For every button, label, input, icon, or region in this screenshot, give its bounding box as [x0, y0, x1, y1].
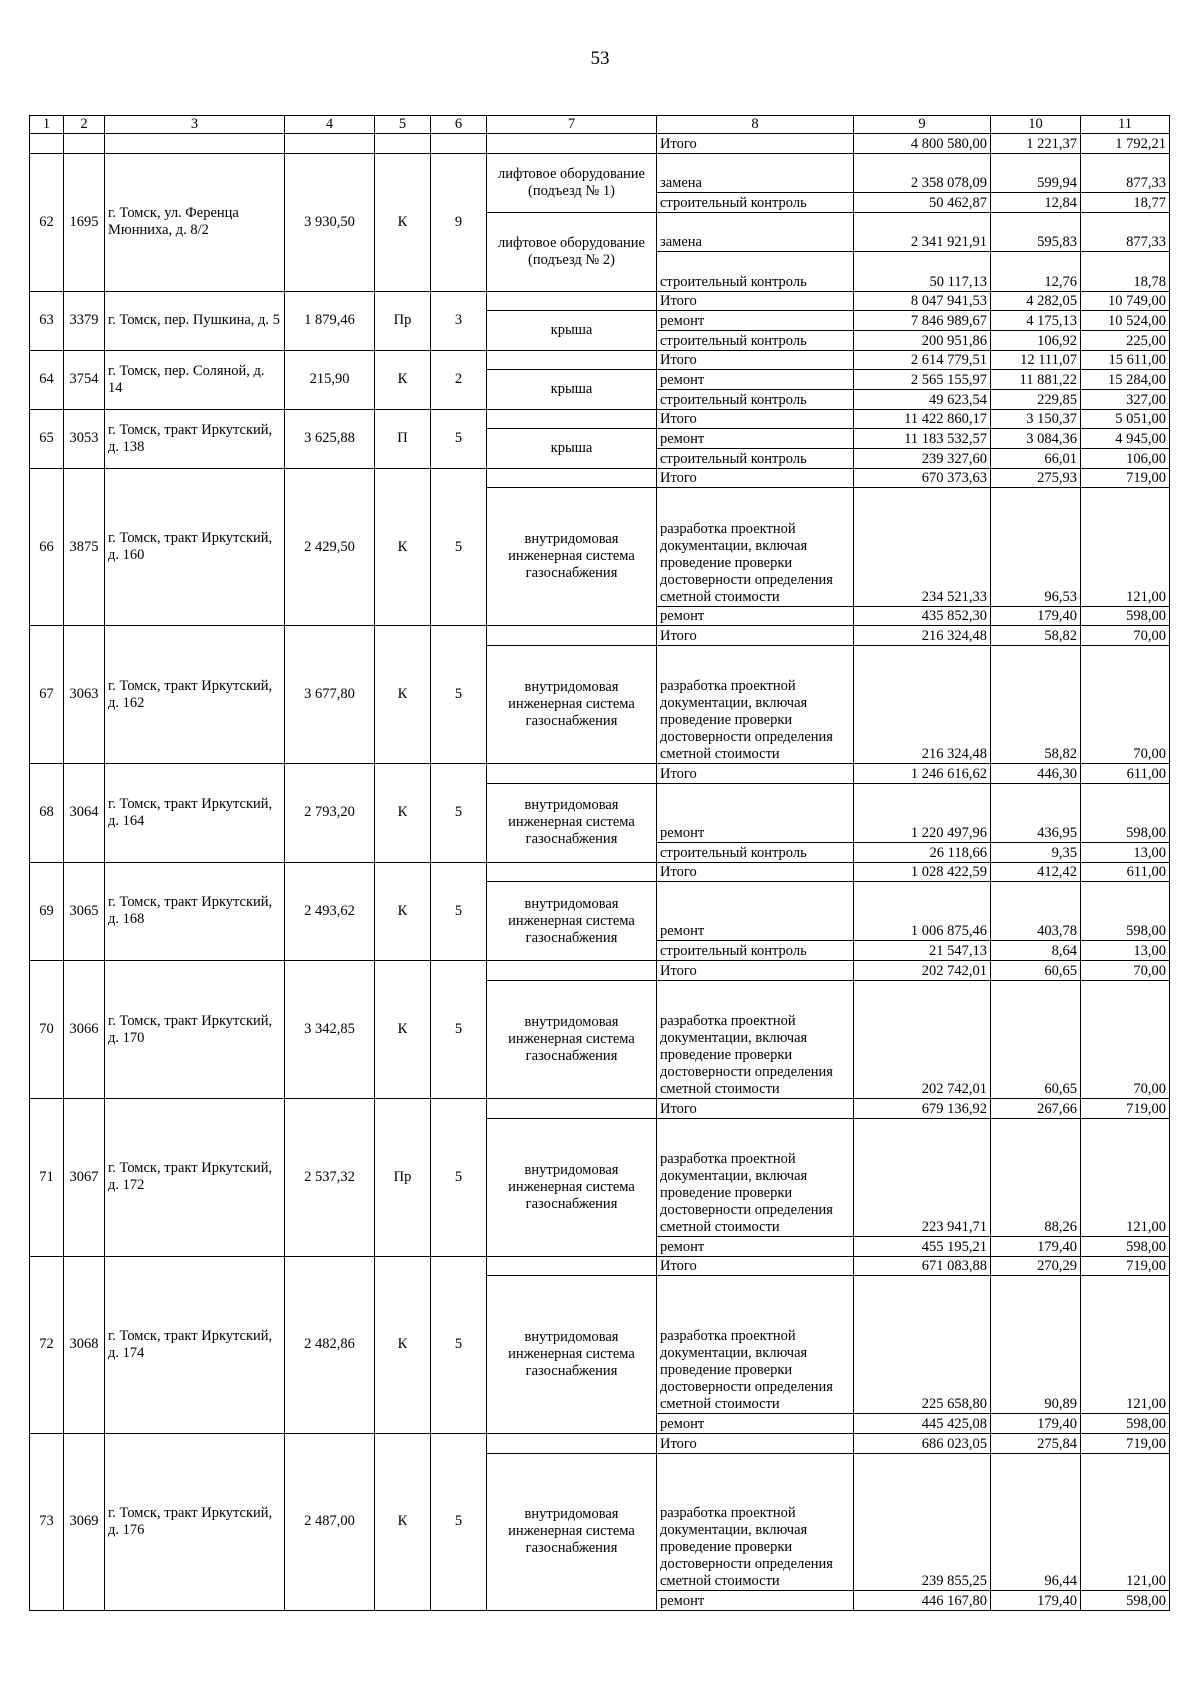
house-id-cell: 3065 [64, 862, 105, 960]
unit-cost-cell: 275,93 [991, 468, 1081, 488]
work-type-cell: ремонт [657, 429, 854, 449]
column-header: 10 [991, 116, 1081, 134]
building-element-cell: внутридомовая инженерная система газоснабжения [487, 783, 657, 862]
unit-cost-cell: 229,85 [991, 389, 1081, 409]
floors-cell: 5 [431, 409, 487, 468]
work-type-cell: ремонт [657, 1591, 854, 1611]
column-header: 8 [657, 116, 854, 134]
house-id-cell: 3063 [64, 626, 105, 764]
limit-cost-cell: 1 792,21 [1081, 134, 1170, 154]
wall-material-cell: К [375, 764, 431, 862]
building-element-cell: крыша [487, 429, 657, 468]
work-type-cell: строительный контроль [657, 449, 854, 469]
floors-cell: 9 [431, 153, 487, 291]
table-row [30, 468, 1170, 488]
wall-material-cell: Пр [375, 1098, 431, 1256]
unit-cost-cell: 9,35 [991, 842, 1081, 862]
limit-cost-cell: 719,00 [1081, 1433, 1170, 1453]
unit-cost-cell: 58,82 [991, 626, 1081, 646]
area-cell: 3 930,50 [285, 153, 375, 291]
work-type-cell: ремонт [657, 311, 854, 331]
empty-cell [487, 1256, 657, 1276]
cost-cell: 1 246 616,62 [854, 764, 991, 784]
house-id-cell: 3379 [64, 291, 105, 350]
unit-cost-cell: 179,40 [991, 1236, 1081, 1256]
row-number-cell: 70 [30, 961, 64, 1099]
empty-cell [64, 134, 105, 154]
table-row [30, 291, 1170, 311]
limit-cost-cell: 598,00 [1081, 1414, 1170, 1434]
cost-cell: 455 195,21 [854, 1236, 991, 1256]
house-id-cell: 3066 [64, 961, 105, 1099]
area-cell: 1 879,46 [285, 291, 375, 350]
unit-cost-cell: 446,30 [991, 764, 1081, 784]
wall-material-cell: К [375, 961, 431, 1099]
address-cell: г. Томск, тракт Иркутский, д. 138 [105, 409, 285, 468]
column-header: 3 [105, 116, 285, 134]
address-cell: г. Томск, пер. Пушкина, д. 5 [105, 291, 285, 350]
area-cell: 2 487,00 [285, 1433, 375, 1610]
address-cell: г. Томск, пер. Соляной, д. 14 [105, 350, 285, 409]
unit-cost-cell: 436,95 [991, 783, 1081, 842]
limit-cost-cell: 598,00 [1081, 1591, 1170, 1611]
work-type-cell: разработка проектной документации, включая проведение проверки достоверности определения сметной стоимости [657, 645, 854, 763]
work-type-cell: Итого [657, 764, 854, 784]
building-element-cell: внутридомовая инженерная система газоснабжения [487, 1118, 657, 1256]
unit-cost-cell: 595,83 [991, 212, 1081, 251]
cost-cell: 445 425,08 [854, 1414, 991, 1434]
limit-cost-cell: 719,00 [1081, 1098, 1170, 1118]
empty-cell [487, 626, 657, 646]
floors-cell: 5 [431, 862, 487, 960]
wall-material-cell: К [375, 1433, 431, 1610]
unit-cost-cell: 3 084,36 [991, 429, 1081, 449]
repair-table [29, 115, 1170, 1611]
cost-cell: 4 800 580,00 [854, 134, 991, 154]
house-id-cell: 3064 [64, 764, 105, 862]
floors-cell: 5 [431, 1433, 487, 1610]
work-type-cell: строительный контроль [657, 252, 854, 291]
row-number-cell: 66 [30, 468, 64, 626]
house-id-cell: 3069 [64, 1433, 105, 1610]
cost-cell: 11 183 532,57 [854, 429, 991, 449]
cost-cell: 435 852,30 [854, 606, 991, 626]
building-element-cell: внутридомовая инженерная система газоснабжения [487, 488, 657, 626]
house-id-cell: 3754 [64, 350, 105, 409]
table-row [30, 1256, 1170, 1276]
cost-cell: 50 462,87 [854, 193, 991, 213]
empty-cell [487, 291, 657, 311]
row-number-cell: 65 [30, 409, 64, 468]
wall-material-cell: П [375, 409, 431, 468]
work-type-cell: разработка проектной документации, включая проведение проверки достоверности определения сметной стоимости [657, 1276, 854, 1414]
cost-cell: 202 742,01 [854, 961, 991, 981]
unit-cost-cell: 267,66 [991, 1098, 1081, 1118]
house-id-cell: 3068 [64, 1256, 105, 1433]
unit-cost-cell: 58,82 [991, 645, 1081, 763]
area-cell: 2 482,86 [285, 1256, 375, 1433]
table-row [30, 961, 1170, 981]
limit-cost-cell: 327,00 [1081, 389, 1170, 409]
table-row [30, 350, 1170, 370]
empty-cell [487, 350, 657, 370]
building-element-cell: крыша [487, 311, 657, 350]
column-header: 5 [375, 116, 431, 134]
cost-cell: 21 547,13 [854, 941, 991, 961]
wall-material-cell: К [375, 1256, 431, 1433]
area-cell: 2 793,20 [285, 764, 375, 862]
row-number-cell: 69 [30, 862, 64, 960]
empty-cell [487, 862, 657, 882]
unit-cost-cell: 66,01 [991, 449, 1081, 469]
cost-cell: 2 565 155,97 [854, 370, 991, 390]
unit-cost-cell: 12 111,07 [991, 350, 1081, 370]
unit-cost-cell: 403,78 [991, 882, 1081, 941]
column-header: 2 [64, 116, 105, 134]
work-type-cell: ремонт [657, 783, 854, 842]
unit-cost-cell: 412,42 [991, 862, 1081, 882]
unit-cost-cell: 1 221,37 [991, 134, 1081, 154]
row-number-cell: 64 [30, 350, 64, 409]
cost-cell: 234 521,33 [854, 488, 991, 606]
area-cell: 3 625,88 [285, 409, 375, 468]
unit-cost-cell: 11 881,22 [991, 370, 1081, 390]
work-type-cell: разработка проектной документации, включая проведение проверки достоверности определения сметной стоимости [657, 1453, 854, 1591]
limit-cost-cell: 15 611,00 [1081, 350, 1170, 370]
cost-cell: 1 006 875,46 [854, 882, 991, 941]
building-element-cell: внутридомовая инженерная система газоснабжения [487, 882, 657, 961]
work-type-cell: замена [657, 212, 854, 251]
unit-cost-cell: 8,64 [991, 941, 1081, 961]
cost-cell: 50 117,13 [854, 252, 991, 291]
work-type-cell: Итого [657, 409, 854, 429]
building-element-cell: внутридомовая инженерная система газоснабжения [487, 645, 657, 763]
cost-cell: 446 167,80 [854, 1591, 991, 1611]
unit-cost-cell: 60,65 [991, 961, 1081, 981]
empty-cell [375, 134, 431, 154]
unit-cost-cell: 106,92 [991, 330, 1081, 350]
column-header: 4 [285, 116, 375, 134]
address-cell: г. Томск, тракт Иркутский, д. 162 [105, 626, 285, 764]
cost-cell: 202 742,01 [854, 980, 991, 1098]
cost-cell: 26 118,66 [854, 842, 991, 862]
work-type-cell: ремонт [657, 1236, 854, 1256]
cost-cell: 686 023,05 [854, 1433, 991, 1453]
limit-cost-cell: 719,00 [1081, 468, 1170, 488]
area-cell: 3 342,85 [285, 961, 375, 1099]
limit-cost-cell: 13,00 [1081, 842, 1170, 862]
row-number-cell: 67 [30, 626, 64, 764]
work-type-cell: Итого [657, 134, 854, 154]
empty-cell [487, 764, 657, 784]
floors-cell: 2 [431, 350, 487, 409]
limit-cost-cell: 225,00 [1081, 330, 1170, 350]
cost-cell: 223 941,71 [854, 1118, 991, 1236]
row-number-cell: 62 [30, 153, 64, 291]
wall-material-cell: К [375, 626, 431, 764]
limit-cost-cell: 70,00 [1081, 645, 1170, 763]
row-number-cell: 73 [30, 1433, 64, 1610]
limit-cost-cell: 70,00 [1081, 980, 1170, 1098]
limit-cost-cell: 611,00 [1081, 764, 1170, 784]
unit-cost-cell: 3 150,37 [991, 409, 1081, 429]
cost-cell: 8 047 941,53 [854, 291, 991, 311]
building-element-cell: внутридомовая инженерная система газоснабжения [487, 1276, 657, 1434]
table-row [30, 764, 1170, 784]
row-number-cell: 72 [30, 1256, 64, 1433]
work-type-cell: Итого [657, 350, 854, 370]
empty-cell [487, 409, 657, 429]
floors-cell: 3 [431, 291, 487, 350]
work-type-cell: разработка проектной документации, включая проведение проверки достоверности определения сметной стоимости [657, 980, 854, 1098]
table-row [30, 1098, 1170, 1118]
work-type-cell: разработка проектной документации, включая проведение проверки достоверности определения сметной стоимости [657, 1118, 854, 1236]
cost-cell: 2 341 921,91 [854, 212, 991, 251]
limit-cost-cell: 598,00 [1081, 882, 1170, 941]
address-cell: г. Томск, тракт Иркутский, д. 172 [105, 1098, 285, 1256]
column-header: 9 [854, 116, 991, 134]
work-type-cell: замена [657, 153, 854, 192]
empty-cell [30, 134, 64, 154]
limit-cost-cell: 15 284,00 [1081, 370, 1170, 390]
work-type-cell: Итого [657, 1098, 854, 1118]
work-type-cell: строительный контроль [657, 941, 854, 961]
work-type-cell: ремонт [657, 1414, 854, 1434]
wall-material-cell: К [375, 153, 431, 291]
address-cell: г. Томск, ул. Ференца Мюнниха, д. 8/2 [105, 153, 285, 291]
work-type-cell: ремонт [657, 882, 854, 941]
building-element-cell: внутридомовая инженерная система газоснабжения [487, 980, 657, 1098]
cost-cell: 670 373,63 [854, 468, 991, 488]
empty-cell [105, 134, 285, 154]
limit-cost-cell: 877,33 [1081, 212, 1170, 251]
work-type-cell: Итого [657, 862, 854, 882]
cost-cell: 216 324,48 [854, 626, 991, 646]
floors-cell: 5 [431, 1256, 487, 1433]
table-row [30, 153, 1170, 192]
address-cell: г. Томск, тракт Иркутский, д. 168 [105, 862, 285, 960]
area-cell: 2 429,50 [285, 468, 375, 626]
unit-cost-cell: 96,53 [991, 488, 1081, 606]
unit-cost-cell: 179,40 [991, 1414, 1081, 1434]
table-row [30, 134, 1170, 154]
unit-cost-cell: 4 175,13 [991, 311, 1081, 331]
limit-cost-cell: 121,00 [1081, 1276, 1170, 1414]
cost-cell: 1 220 497,96 [854, 783, 991, 842]
cost-cell: 2 358 078,09 [854, 153, 991, 192]
unit-cost-cell: 12,76 [991, 252, 1081, 291]
limit-cost-cell: 121,00 [1081, 1453, 1170, 1591]
limit-cost-cell: 10 524,00 [1081, 311, 1170, 331]
limit-cost-cell: 121,00 [1081, 488, 1170, 606]
building-element-cell: крыша [487, 370, 657, 409]
cost-cell: 239 855,25 [854, 1453, 991, 1591]
area-cell: 2 493,62 [285, 862, 375, 960]
limit-cost-cell: 121,00 [1081, 1118, 1170, 1236]
limit-cost-cell: 13,00 [1081, 941, 1170, 961]
cost-cell: 11 422 860,17 [854, 409, 991, 429]
floors-cell: 5 [431, 626, 487, 764]
table-row [30, 862, 1170, 882]
work-type-cell: Итого [657, 291, 854, 311]
limit-cost-cell: 611,00 [1081, 862, 1170, 882]
limit-cost-cell: 70,00 [1081, 961, 1170, 981]
limit-cost-cell: 598,00 [1081, 783, 1170, 842]
unit-cost-cell: 88,26 [991, 1118, 1081, 1236]
limit-cost-cell: 598,00 [1081, 1236, 1170, 1256]
limit-cost-cell: 106,00 [1081, 449, 1170, 469]
work-type-cell: разработка проектной документации, включая проведение проверки достоверности определения сметной стоимости [657, 488, 854, 606]
wall-material-cell: К [375, 350, 431, 409]
building-element-cell: внутридомовая инженерная система газоснабжения [487, 1453, 657, 1611]
floors-cell: 5 [431, 764, 487, 862]
cost-cell: 671 083,88 [854, 1256, 991, 1276]
work-type-cell: Итого [657, 468, 854, 488]
cost-cell: 239 327,60 [854, 449, 991, 469]
row-number-cell: 68 [30, 764, 64, 862]
cost-cell: 225 658,80 [854, 1276, 991, 1414]
work-type-cell: строительный контроль [657, 842, 854, 862]
header-row [30, 116, 1170, 134]
work-type-cell: строительный контроль [657, 389, 854, 409]
table-row [30, 1433, 1170, 1453]
column-header: 1 [30, 116, 64, 134]
work-type-cell: Итого [657, 1256, 854, 1276]
cost-cell: 679 136,92 [854, 1098, 991, 1118]
floors-cell: 5 [431, 468, 487, 626]
table-row [30, 626, 1170, 646]
row-number-cell: 71 [30, 1098, 64, 1256]
limit-cost-cell: 598,00 [1081, 606, 1170, 626]
column-header: 6 [431, 116, 487, 134]
unit-cost-cell: 90,89 [991, 1276, 1081, 1414]
limit-cost-cell: 18,77 [1081, 193, 1170, 213]
work-type-cell: ремонт [657, 370, 854, 390]
limit-cost-cell: 4 945,00 [1081, 429, 1170, 449]
limit-cost-cell: 70,00 [1081, 626, 1170, 646]
column-header: 7 [487, 116, 657, 134]
unit-cost-cell: 96,44 [991, 1453, 1081, 1591]
wall-material-cell: К [375, 468, 431, 626]
building-element-cell: лифтовое оборудование (подъезд № 2) [487, 212, 657, 291]
cost-cell: 1 028 422,59 [854, 862, 991, 882]
cost-cell: 216 324,48 [854, 645, 991, 763]
empty-cell [431, 134, 487, 154]
work-type-cell: ремонт [657, 606, 854, 626]
empty-cell [487, 961, 657, 981]
page-number: 53 [590, 48, 610, 69]
unit-cost-cell: 4 282,05 [991, 291, 1081, 311]
limit-cost-cell: 877,33 [1081, 153, 1170, 192]
empty-cell [487, 1433, 657, 1453]
house-id-cell: 3067 [64, 1098, 105, 1256]
building-element-cell: лифтовое оборудование (подъезд № 1) [487, 153, 657, 212]
limit-cost-cell: 18,78 [1081, 252, 1170, 291]
address-cell: г. Томск, тракт Иркутский, д. 164 [105, 764, 285, 862]
limit-cost-cell: 10 749,00 [1081, 291, 1170, 311]
work-type-cell: Итого [657, 626, 854, 646]
cost-cell: 2 614 779,51 [854, 350, 991, 370]
area-cell: 3 677,80 [285, 626, 375, 764]
limit-cost-cell: 719,00 [1081, 1256, 1170, 1276]
wall-material-cell: К [375, 862, 431, 960]
row-number-cell: 63 [30, 291, 64, 350]
address-cell: г. Томск, тракт Иркутский, д. 160 [105, 468, 285, 626]
column-header: 11 [1081, 116, 1170, 134]
house-id-cell: 3875 [64, 468, 105, 626]
unit-cost-cell: 179,40 [991, 1591, 1081, 1611]
floors-cell: 5 [431, 1098, 487, 1256]
house-id-cell: 3053 [64, 409, 105, 468]
address-cell: г. Томск, тракт Иркутский, д. 176 [105, 1433, 285, 1610]
floors-cell: 5 [431, 961, 487, 1099]
empty-cell [487, 1098, 657, 1118]
empty-cell [487, 468, 657, 488]
house-id-cell: 1695 [64, 153, 105, 291]
work-type-cell: строительный контроль [657, 330, 854, 350]
address-cell: г. Томск, тракт Иркутский, д. 174 [105, 1256, 285, 1433]
empty-cell [285, 134, 375, 154]
empty-cell [487, 134, 657, 154]
address-cell: г. Томск, тракт Иркутский, д. 170 [105, 961, 285, 1099]
unit-cost-cell: 179,40 [991, 606, 1081, 626]
limit-cost-cell: 5 051,00 [1081, 409, 1170, 429]
work-type-cell: строительный контроль [657, 193, 854, 213]
unit-cost-cell: 275,84 [991, 1433, 1081, 1453]
table-row [30, 409, 1170, 429]
work-type-cell: Итого [657, 1433, 854, 1453]
unit-cost-cell: 12,84 [991, 193, 1081, 213]
cost-cell: 7 846 989,67 [854, 311, 991, 331]
work-type-cell: Итого [657, 961, 854, 981]
cost-cell: 49 623,54 [854, 389, 991, 409]
area-cell: 2 537,32 [285, 1098, 375, 1256]
wall-material-cell: Пр [375, 291, 431, 350]
unit-cost-cell: 599,94 [991, 153, 1081, 192]
area-cell: 215,90 [285, 350, 375, 409]
unit-cost-cell: 60,65 [991, 980, 1081, 1098]
unit-cost-cell: 270,29 [991, 1256, 1081, 1276]
cost-cell: 200 951,86 [854, 330, 991, 350]
